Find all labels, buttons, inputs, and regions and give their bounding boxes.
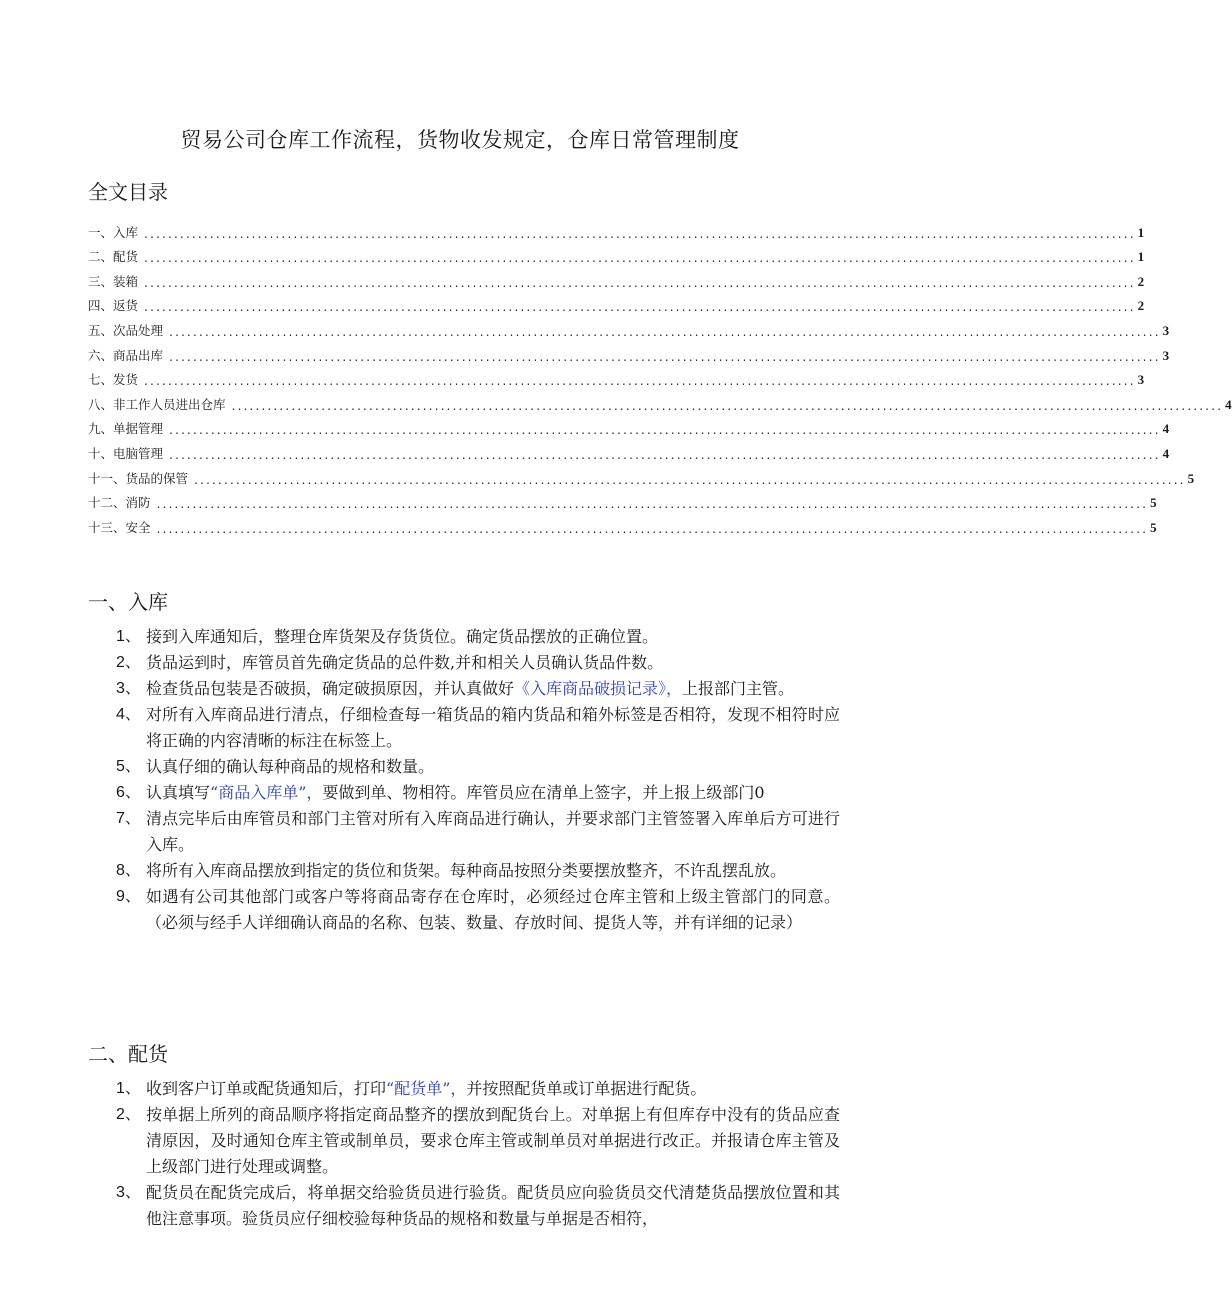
form-name-highlight: “商品入库单”，	[210, 783, 323, 802]
toc-entry-label: 九、单据管理	[88, 421, 164, 437]
toc-entry-label: 四、返货	[88, 298, 139, 314]
item-number: 2、	[116, 1106, 141, 1123]
toc-entry-page: 4	[1162, 445, 1170, 461]
toc-heading: 全文目录	[88, 180, 168, 204]
toc-entry[interactable]	[88, 364, 1145, 389]
toc-entry-page: 4	[1162, 421, 1170, 437]
toc-entry[interactable]	[88, 413, 1170, 438]
toc-entry-label: 五、次品处理	[88, 322, 164, 338]
toc-entry-label: 十、电脑管理	[88, 445, 164, 461]
item-body	[146, 884, 840, 936]
toc-entry-label: 八、非工作人员进出仓库	[88, 396, 226, 412]
toc-leader-dots: ......................................................................................................................................................................	[144, 299, 1136, 315]
list-item	[116, 858, 840, 884]
item-body	[146, 702, 840, 754]
toc-entry-page: 2	[1137, 298, 1145, 314]
item-text: 收到客户订单或配货通知后，打印	[146, 1079, 387, 1098]
table-of-contents	[88, 216, 1232, 536]
list-item	[116, 1180, 840, 1232]
toc-entry-page: 3	[1137, 372, 1145, 388]
list-item	[116, 676, 840, 702]
item-body	[146, 858, 840, 884]
toc-leader-dots: ......................................................................................................................................................................	[144, 274, 1136, 290]
toc-entry[interactable]	[88, 216, 1145, 241]
item-text: 认真填写	[146, 783, 211, 802]
toc-entry-label: 十一、货品的保管	[88, 470, 189, 486]
item-text: 接到入库通知后，整理仓库货架及存货货位。确定货品摆放的正确位置。	[146, 627, 659, 646]
toc-leader-dots: ......................................................................................................................................................................	[169, 348, 1161, 364]
toc-leader-dots: ......................................................................................................................................................................	[156, 520, 1149, 536]
toc-leader-dots: ......................................................................................................................................................................	[144, 225, 1136, 241]
toc-leader-dots: ......................................................................................................................................................................	[156, 496, 1149, 512]
item-number: 9、	[116, 888, 141, 905]
list-item	[116, 754, 840, 780]
list-item	[116, 650, 840, 676]
toc-entry-page: 5	[1150, 519, 1157, 535]
toc-entry[interactable]	[88, 290, 1145, 315]
toc-leader-dots: ......................................................................................................................................................................	[169, 446, 1161, 462]
item-number: 3、	[116, 1184, 141, 1201]
toc-entry[interactable]	[88, 511, 1157, 536]
toc-entry-page: 5	[1150, 495, 1157, 511]
item-text: 货品运到时，库管员首先确定货品的总件数,并和相关人员确认货品件数。	[146, 653, 664, 672]
toc-entry[interactable]	[88, 487, 1157, 512]
toc-entry[interactable]	[88, 437, 1170, 462]
list-item	[116, 624, 840, 650]
toc-entry[interactable]	[88, 388, 1232, 413]
item-body	[146, 780, 840, 806]
toc-entry-label: 七、发货	[88, 372, 139, 388]
toc-leader-dots: ......................................................................................................................................................................	[194, 471, 1186, 487]
toc-entry-label: 十二、消防	[88, 495, 151, 511]
toc-leader-dots: ......................................................................................................................................................................	[169, 422, 1161, 438]
toc-entry-page: 4	[1225, 396, 1232, 412]
item-body	[146, 676, 840, 702]
item-number: 1、	[116, 1080, 141, 1097]
section-heading-picking: 二、配货	[88, 1042, 168, 1066]
toc-entry[interactable]	[88, 462, 1195, 487]
item-number: 8、	[116, 862, 141, 879]
item-body	[146, 806, 840, 858]
item-text: 要做到单、物相符。库管员应在清单上签字，并上报上级部门0	[322, 783, 765, 802]
toc-entry-page: 1	[1137, 249, 1145, 265]
form-name-highlight: “配货单”，	[386, 1079, 467, 1098]
toc-entry-label: 六、商品出库	[88, 347, 164, 363]
toc-entry-page: 3	[1162, 322, 1170, 338]
section-inbound-list	[116, 624, 840, 936]
list-item	[116, 780, 840, 806]
item-number: 4、	[116, 706, 141, 723]
item-number: 2、	[116, 654, 141, 671]
item-number: 3、	[116, 680, 141, 697]
list-item	[116, 1076, 840, 1102]
toc-entry[interactable]	[88, 339, 1170, 364]
item-text: 将所有入库商品摆放到指定的货位和货架。每种商品按照分类要摆放整齐，不许乱摆乱放。	[146, 861, 787, 880]
item-number: 7、	[116, 810, 141, 827]
document-title: 贸易公司仓库工作流程，货物收发规定，仓库日常管理制度	[180, 128, 740, 152]
toc-entry-page: 3	[1162, 347, 1170, 363]
toc-entry-label: 十三、安全	[88, 519, 151, 535]
toc-entry[interactable]	[88, 241, 1145, 266]
list-item	[116, 702, 840, 754]
toc-entry[interactable]	[88, 314, 1170, 339]
item-body	[146, 1076, 840, 1102]
toc-entry-label: 一、入库	[88, 224, 139, 240]
item-text: 按单据上所列的商品顺序将指定商品整齐的摆放到配货台上。对单据上有但库存中没有的货品应查清原因，及时通知仓库主管或制单员，要求仓库主管或制单员对单据进行改正。并报请仓库主管及上级部门进行处理或调整。	[146, 1105, 840, 1176]
toc-entry-label: 二、配货	[88, 249, 139, 265]
section-picking-list	[116, 1076, 840, 1232]
item-body	[146, 650, 840, 676]
item-text: 认真仔细的确认每种商品的规格和数量。	[146, 757, 435, 776]
item-number: 1、	[116, 628, 141, 645]
toc-entry-page: 2	[1137, 273, 1145, 289]
item-text: 配货员在配货完成后，将单据交给验货员进行验货。配货员应向验货员交代清楚货品摆放位置和其他注意事项。验货员应仔细校验每种货品的规格和数量与单据是否相符，	[146, 1183, 840, 1228]
item-body	[146, 1102, 840, 1180]
item-body	[146, 1180, 840, 1232]
section-heading-inbound: 一、入库	[88, 590, 168, 614]
item-text: 对所有入库商品进行清点，仔细检查每一箱货品的箱内货品和箱外标签是否相符，发现不相符时应将正确的内容清晰的标注在标签上。	[146, 705, 840, 750]
item-text: 如遇有公司其他部门或客户等将商品寄存在仓库时，必须经过仓库主管和上级主管部门的同意。（必须与经手人详细确认商品的名称、包装、数量、存放时间、提货人等，并有详细的记录）	[146, 887, 840, 932]
toc-entry[interactable]	[88, 265, 1145, 290]
toc-leader-dots: ......................................................................................................................................................................	[144, 373, 1136, 389]
item-body	[146, 624, 840, 650]
list-item	[116, 884, 840, 936]
list-item	[116, 806, 840, 858]
toc-entry-page: 5	[1187, 470, 1195, 486]
item-text: 上报部门主管。	[682, 679, 795, 698]
item-body	[146, 754, 840, 780]
toc-leader-dots: ......................................................................................................................................................................	[231, 397, 1224, 413]
item-number: 6、	[116, 784, 141, 801]
item-text: 清点完毕后由库管员和部门主管对所有入库商品进行确认，并要求部门主管签署入库单后方可进行入库。	[146, 809, 840, 854]
item-number: 5、	[116, 758, 141, 775]
toc-entry-label: 三、装箱	[88, 273, 139, 289]
toc-leader-dots: ......................................................................................................................................................................	[169, 323, 1161, 339]
toc-leader-dots: ......................................................................................................................................................................	[144, 250, 1136, 266]
form-name-highlight: 《入库商品破损记录》，	[514, 679, 683, 698]
item-text: 检查货品包装是否破损，确定破损原因，并认真做好	[146, 679, 515, 698]
toc-entry-page: 1	[1137, 224, 1145, 240]
item-text: 并按照配货单或订单据进行配货。	[466, 1079, 707, 1098]
list-item	[116, 1102, 840, 1180]
